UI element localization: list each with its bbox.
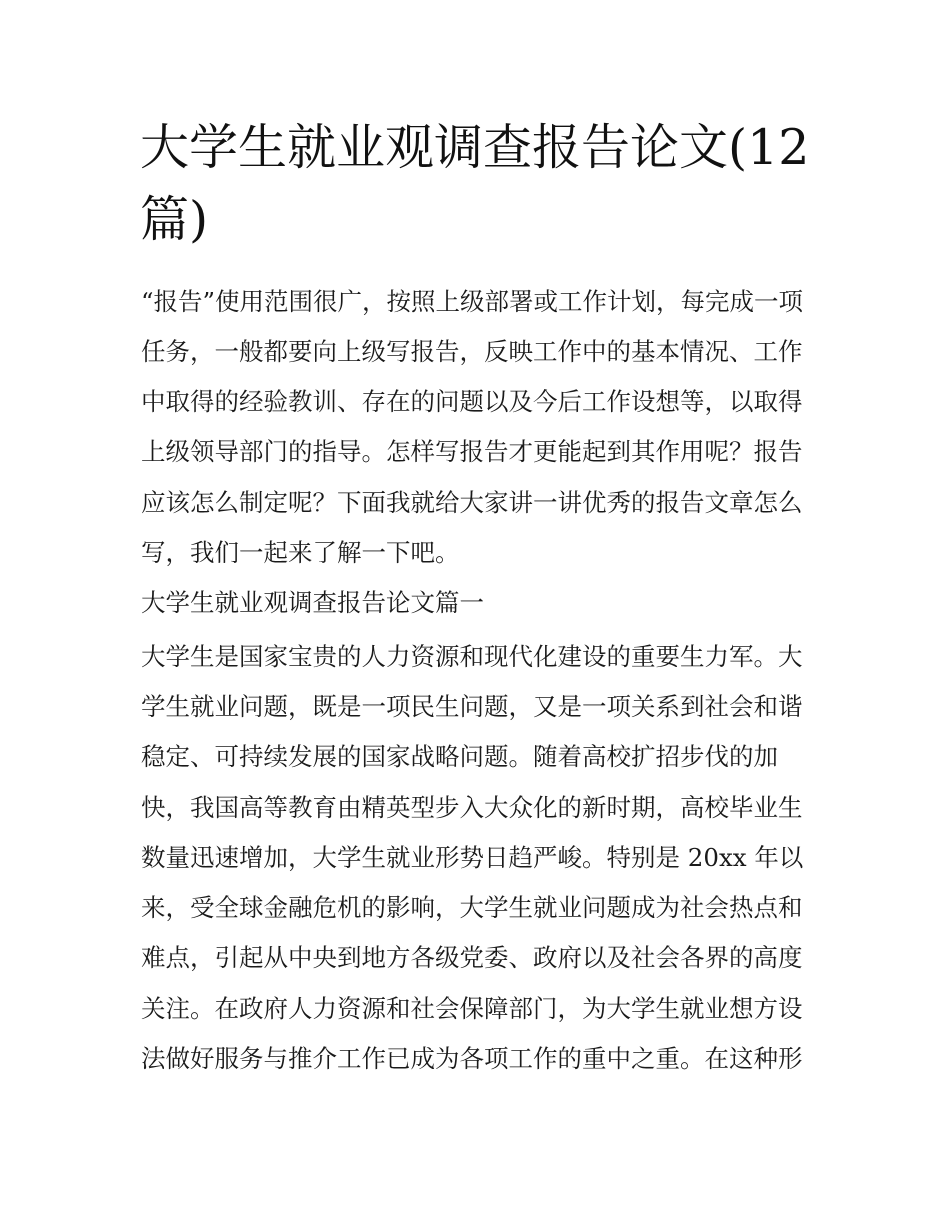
section-heading: 大学生就业观调查报告论文篇一 <box>141 588 484 617</box>
intro-line: 应该怎么制定呢？下面我就给大家讲一讲优秀的报告文章怎么 <box>141 488 803 517</box>
body-line: 法做好服务与推介工作已成为各项工作的重中之重。在这种形 <box>141 1044 803 1073</box>
body-line: 学生就业问题，既是一项民生问题，又是一项关系到社会和谐 <box>141 692 803 721</box>
body-line: 稳定、可持续发展的国家战略问题。随着高校扩招步伐的加 <box>141 742 778 771</box>
body-line: 数量迅速增加，大学生就业形势日趋严峻。特别是 20xx 年以 <box>141 843 804 872</box>
body-line: 难点，引起从中央到地方各级党委、政府以及社会各界的高度 <box>141 943 803 972</box>
body-line: 关注。在政府人力资源和社会保障部门，为大学生就业想方设 <box>141 994 803 1023</box>
intro-line: 中取得的经验教训、存在的问题以及今后工作设想等，以取得 <box>141 387 803 416</box>
intro-line: 写，我们一起来了解一下吧。 <box>141 538 460 567</box>
page-title: 大学生就业观调查报告论文(12篇) <box>140 119 810 248</box>
intro-line: “报告”使用范围很广，按照上级部署或工作计划，每完成一项 <box>141 287 804 316</box>
intro-line: 任务，一般都要向上级写报告，反映工作中的基本情况、工作 <box>141 337 803 366</box>
intro-line: 上级领导部门的指导。怎样写报告才更能起到其作用呢？报告 <box>141 437 803 466</box>
body-line: 快，我国高等教育由精英型步入大众化的新时期，高校毕业生 <box>141 793 803 822</box>
body-line: 来，受全球金融危机的影响，大学生就业问题成为社会热点和 <box>141 893 803 922</box>
body-line: 大学生是国家宝贵的人力资源和现代化建设的重要生力军。大 <box>141 642 803 671</box>
